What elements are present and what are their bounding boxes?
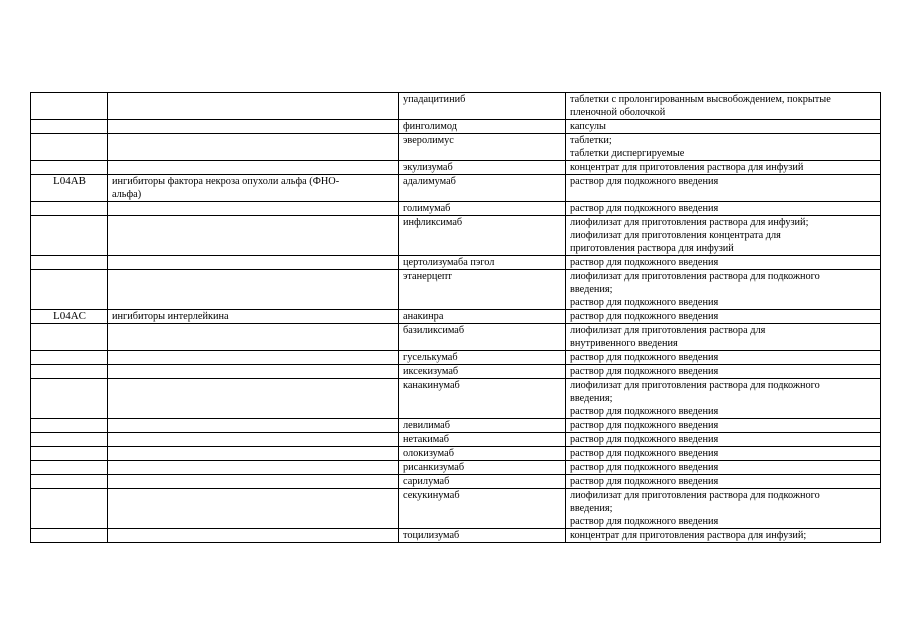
drug-name-cell: финголимод xyxy=(399,120,566,134)
atc-code-cell xyxy=(31,216,108,256)
atc-code-cell xyxy=(31,351,108,365)
table-row xyxy=(31,256,881,270)
table-row xyxy=(31,310,881,324)
drug-name-cell: иксекизумаб xyxy=(399,365,566,379)
drug-name-cell: эверолимус xyxy=(399,134,566,161)
table-row xyxy=(31,475,881,489)
drug-table-body xyxy=(31,93,881,543)
dosage-form-cell: таблетки с пролонгированным высвобождением, покрытые пленочной оболочкой xyxy=(566,93,881,120)
table-row xyxy=(31,419,881,433)
atc-code-cell xyxy=(31,447,108,461)
atc-code-cell xyxy=(31,475,108,489)
table-row xyxy=(31,93,881,120)
dosage-form-cell: концентрат для приготовления раствора для инфузий; xyxy=(566,529,881,543)
group-cell xyxy=(108,216,399,256)
dosage-form-cell: раствор для подкожного введения xyxy=(566,419,881,433)
drug-name-cell: инфликсимаб xyxy=(399,216,566,256)
group-cell xyxy=(108,93,399,120)
table-row xyxy=(31,529,881,543)
drug-name-cell: цертолизумаба пэгол xyxy=(399,256,566,270)
atc-code-cell xyxy=(31,419,108,433)
dosage-form-cell: таблетки; таблетки диспергируемые xyxy=(566,134,881,161)
table-row xyxy=(31,489,881,529)
dosage-form-cell: раствор для подкожного введения xyxy=(566,461,881,475)
atc-code-cell xyxy=(31,324,108,351)
atc-code-cell: L04AB xyxy=(31,175,108,202)
dosage-form-cell: раствор для подкожного введения xyxy=(566,256,881,270)
table-row xyxy=(31,216,881,256)
atc-code-cell xyxy=(31,120,108,134)
atc-code-cell xyxy=(31,379,108,419)
dosage-form-cell: лиофилизат для приготовления раствора для подкожного введения; раствор для подкожного введения xyxy=(566,270,881,310)
drug-name-cell: нетакимаб xyxy=(399,433,566,447)
drug-name-cell: олокизумаб xyxy=(399,447,566,461)
drug-name-cell: тоцилизумаб xyxy=(399,529,566,543)
group-cell xyxy=(108,161,399,175)
group-cell xyxy=(108,202,399,216)
dosage-form-cell: раствор для подкожного введения xyxy=(566,433,881,447)
drug-name-cell: упадацитиниб xyxy=(399,93,566,120)
drug-name-cell: адалимумаб xyxy=(399,175,566,202)
table-row xyxy=(31,379,881,419)
table-row xyxy=(31,120,881,134)
group-cell xyxy=(108,529,399,543)
atc-code-cell xyxy=(31,93,108,120)
dosage-form-cell: раствор для подкожного введения xyxy=(566,175,881,202)
table-row xyxy=(31,351,881,365)
dosage-form-cell: раствор для подкожного введения xyxy=(566,202,881,216)
group-cell: ингибиторы фактора некроза опухоли альфа (ФНО- альфа) xyxy=(108,175,399,202)
group-cell xyxy=(108,324,399,351)
drug-name-cell: гуселькумаб xyxy=(399,351,566,365)
table-row xyxy=(31,175,881,202)
table-row xyxy=(31,324,881,351)
group-cell xyxy=(108,489,399,529)
dosage-form-cell: капсулы xyxy=(566,120,881,134)
group-cell xyxy=(108,419,399,433)
group-cell xyxy=(108,379,399,419)
dosage-form-cell: лиофилизат для приготовления раствора для внутривенного введения xyxy=(566,324,881,351)
table-row xyxy=(31,134,881,161)
drug-name-cell: левилимаб xyxy=(399,419,566,433)
atc-code-cell xyxy=(31,161,108,175)
group-cell xyxy=(108,475,399,489)
dosage-form-cell: раствор для подкожного введения xyxy=(566,475,881,489)
dosage-form-cell: раствор для подкожного введения xyxy=(566,310,881,324)
group-cell: ингибиторы интерлейкина xyxy=(108,310,399,324)
atc-code-cell: L04AC xyxy=(31,310,108,324)
drug-name-cell: голимумаб xyxy=(399,202,566,216)
dosage-form-cell: раствор для подкожного введения xyxy=(566,447,881,461)
drug-name-cell: рисанкизумаб xyxy=(399,461,566,475)
group-cell xyxy=(108,270,399,310)
table-row xyxy=(31,161,881,175)
table-row xyxy=(31,433,881,447)
table-row xyxy=(31,461,881,475)
dosage-form-cell: раствор для подкожного введения xyxy=(566,365,881,379)
table-row xyxy=(31,270,881,310)
group-cell xyxy=(108,351,399,365)
group-cell xyxy=(108,447,399,461)
drug-name-cell: сарилумаб xyxy=(399,475,566,489)
dosage-form-cell: раствор для подкожного введения xyxy=(566,351,881,365)
group-cell xyxy=(108,433,399,447)
drug-name-cell: канакинумаб xyxy=(399,379,566,419)
atc-code-cell xyxy=(31,529,108,543)
atc-code-cell xyxy=(31,433,108,447)
group-cell xyxy=(108,120,399,134)
group-cell xyxy=(108,461,399,475)
drug-name-cell: экулизумаб xyxy=(399,161,566,175)
atc-code-cell xyxy=(31,270,108,310)
group-cell xyxy=(108,256,399,270)
atc-code-cell xyxy=(31,461,108,475)
table-row xyxy=(31,202,881,216)
group-cell xyxy=(108,134,399,161)
atc-code-cell xyxy=(31,202,108,216)
table-row xyxy=(31,447,881,461)
dosage-form-cell: лиофилизат для приготовления раствора для подкожного введения; раствор для подкожного введения xyxy=(566,489,881,529)
atc-code-cell xyxy=(31,256,108,270)
drug-name-cell: анакинра xyxy=(399,310,566,324)
drug-name-cell: базиликсимаб xyxy=(399,324,566,351)
atc-code-cell xyxy=(31,489,108,529)
dosage-form-cell: концентрат для приготовления раствора для инфузий xyxy=(566,161,881,175)
atc-code-cell xyxy=(31,134,108,161)
table-row xyxy=(31,365,881,379)
atc-code-cell xyxy=(31,365,108,379)
dosage-form-cell: лиофилизат для приготовления раствора для инфузий; лиофилизат для приготовления концентрата для приготовления раствора для инфузий xyxy=(566,216,881,256)
drug-table xyxy=(30,92,881,543)
group-cell xyxy=(108,365,399,379)
dosage-form-cell: лиофилизат для приготовления раствора для подкожного введения; раствор для подкожного введения xyxy=(566,379,881,419)
drug-name-cell: этанерцепт xyxy=(399,270,566,310)
drug-name-cell: секукинумаб xyxy=(399,489,566,529)
